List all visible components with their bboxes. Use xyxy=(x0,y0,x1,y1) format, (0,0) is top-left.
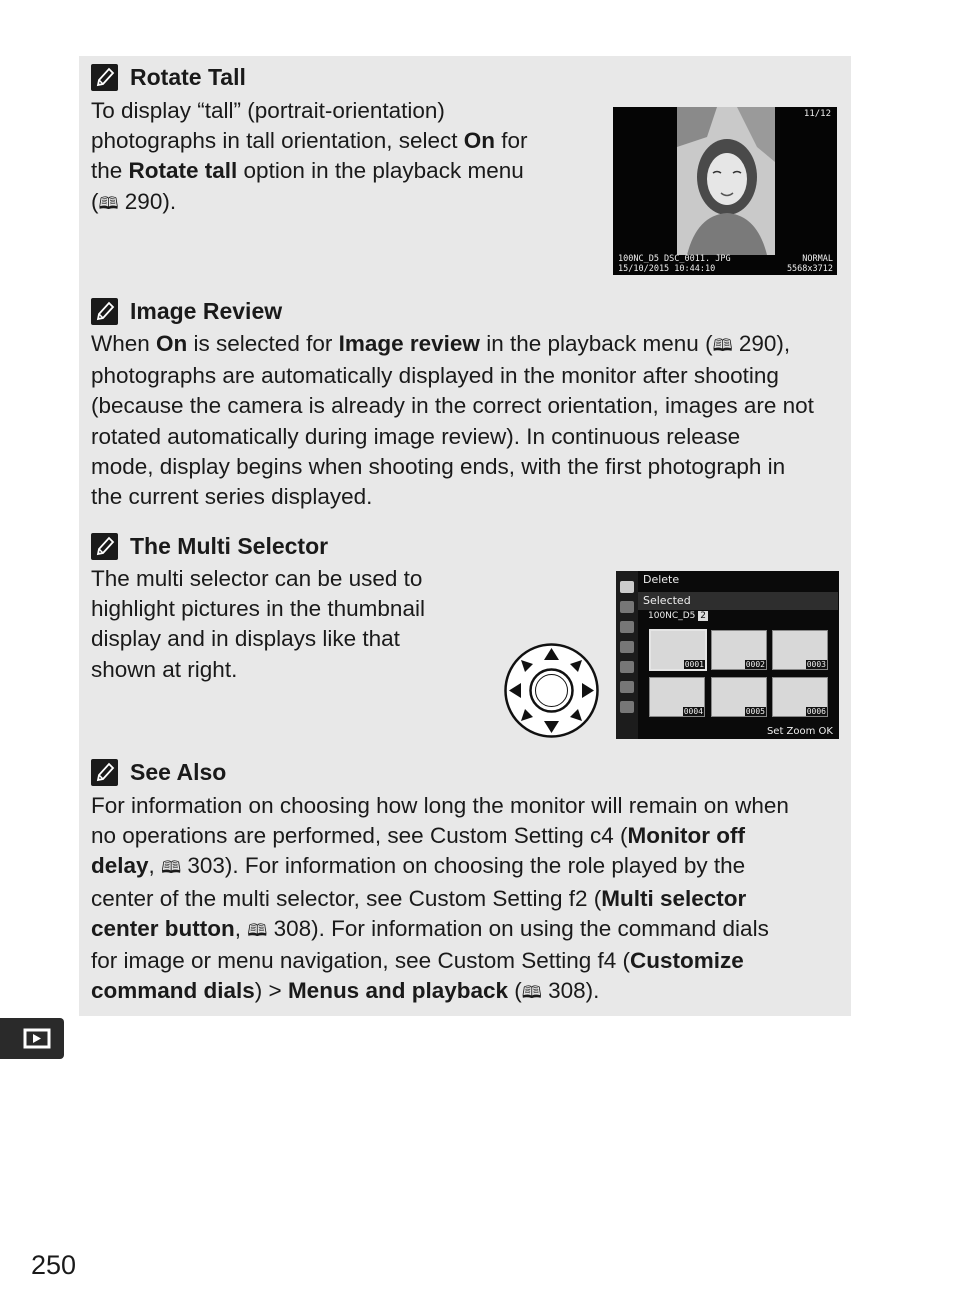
book-icon: 🕮 xyxy=(247,920,268,941)
see-also-text: For information on choosing how long the monitor will remain on when no operations are performed, see Custom Setting c4 (Monitor off delay, 🕮 303). For information on choosing the role played by the center of the multi selector, see Custom Setting f2 (Multi selector center button, 🕮 308). For information on using the command dials for image or menu navigation, see Custom Setting f4 (Customize command dials) > Menus and playback (🕮 308). xyxy=(91,793,789,1004)
thumbnail[interactable]: 0004 xyxy=(649,677,705,717)
note-see-also xyxy=(91,757,226,787)
multi-selector-icon xyxy=(503,642,600,744)
portrait-photo xyxy=(677,107,775,255)
thumbnail[interactable]: 0002 xyxy=(711,630,767,670)
note-title: Image Review xyxy=(130,297,283,324)
note-multi-selector xyxy=(91,531,328,561)
pencil-icon xyxy=(91,298,118,325)
image-review-text: When On is selected for Image review in the playback menu (🕮 290), photographs are automatically displayed in the monitor after shooting (because the camera is already in the correct orientation, images are not rotated automatically during image review). In continuous release mode, display begins when shooting ends, with the first photograph in the current series displayed. xyxy=(91,331,814,510)
pencil-icon xyxy=(91,64,118,91)
frame-counter: 11/12 xyxy=(803,109,831,119)
book-icon: 🕮 xyxy=(712,336,733,356)
thumbnail[interactable]: 0005 xyxy=(711,677,767,717)
file-info: 100NC_D5 DSC_0011. JPG 15/10/2015 10:44:10 xyxy=(618,254,731,274)
note-title: See Also xyxy=(130,758,227,785)
menu-title: Delete xyxy=(643,573,680,586)
delete-menu-screen xyxy=(616,571,839,739)
menu-footer: Set Zoom OK xyxy=(766,726,833,737)
book-icon: 🕮 xyxy=(161,858,182,879)
note-title: Rotate Tall xyxy=(130,63,246,90)
quality-info: NORMAL 5568x3712 xyxy=(786,254,833,274)
thumbnail[interactable]: 0003 xyxy=(772,630,828,670)
book-icon: 🕮 xyxy=(521,983,542,1004)
pencil-icon xyxy=(91,533,118,560)
playback-tab-icon xyxy=(0,1018,64,1059)
rotate-tall-text: To display “tall” (portrait-orientation) photographs in tall orientation, select On for the Rotate tall option in the playback menu (🕮 290). xyxy=(91,98,528,214)
book-icon: 🕮 xyxy=(98,193,119,214)
pencil-icon xyxy=(91,759,118,786)
thumbnail[interactable]: 0006 xyxy=(772,677,828,717)
menu-subtitle-bar: Selected xyxy=(638,592,838,610)
folder-label: 100NC_D5 2 xyxy=(648,611,706,621)
menu-sidebar xyxy=(616,571,638,739)
note-image-review xyxy=(91,296,282,326)
multi-selector-text: The multi selector can be used to highlight pictures in the thumbnail display and in displays like that shown at right. xyxy=(91,566,425,682)
note-rotate-tall xyxy=(91,62,246,92)
page-number: 250 xyxy=(31,1250,77,1280)
rotate-tall-screen xyxy=(613,107,837,275)
thumbnail[interactable]: 0001 xyxy=(649,629,707,671)
note-title: The Multi Selector xyxy=(130,532,329,559)
